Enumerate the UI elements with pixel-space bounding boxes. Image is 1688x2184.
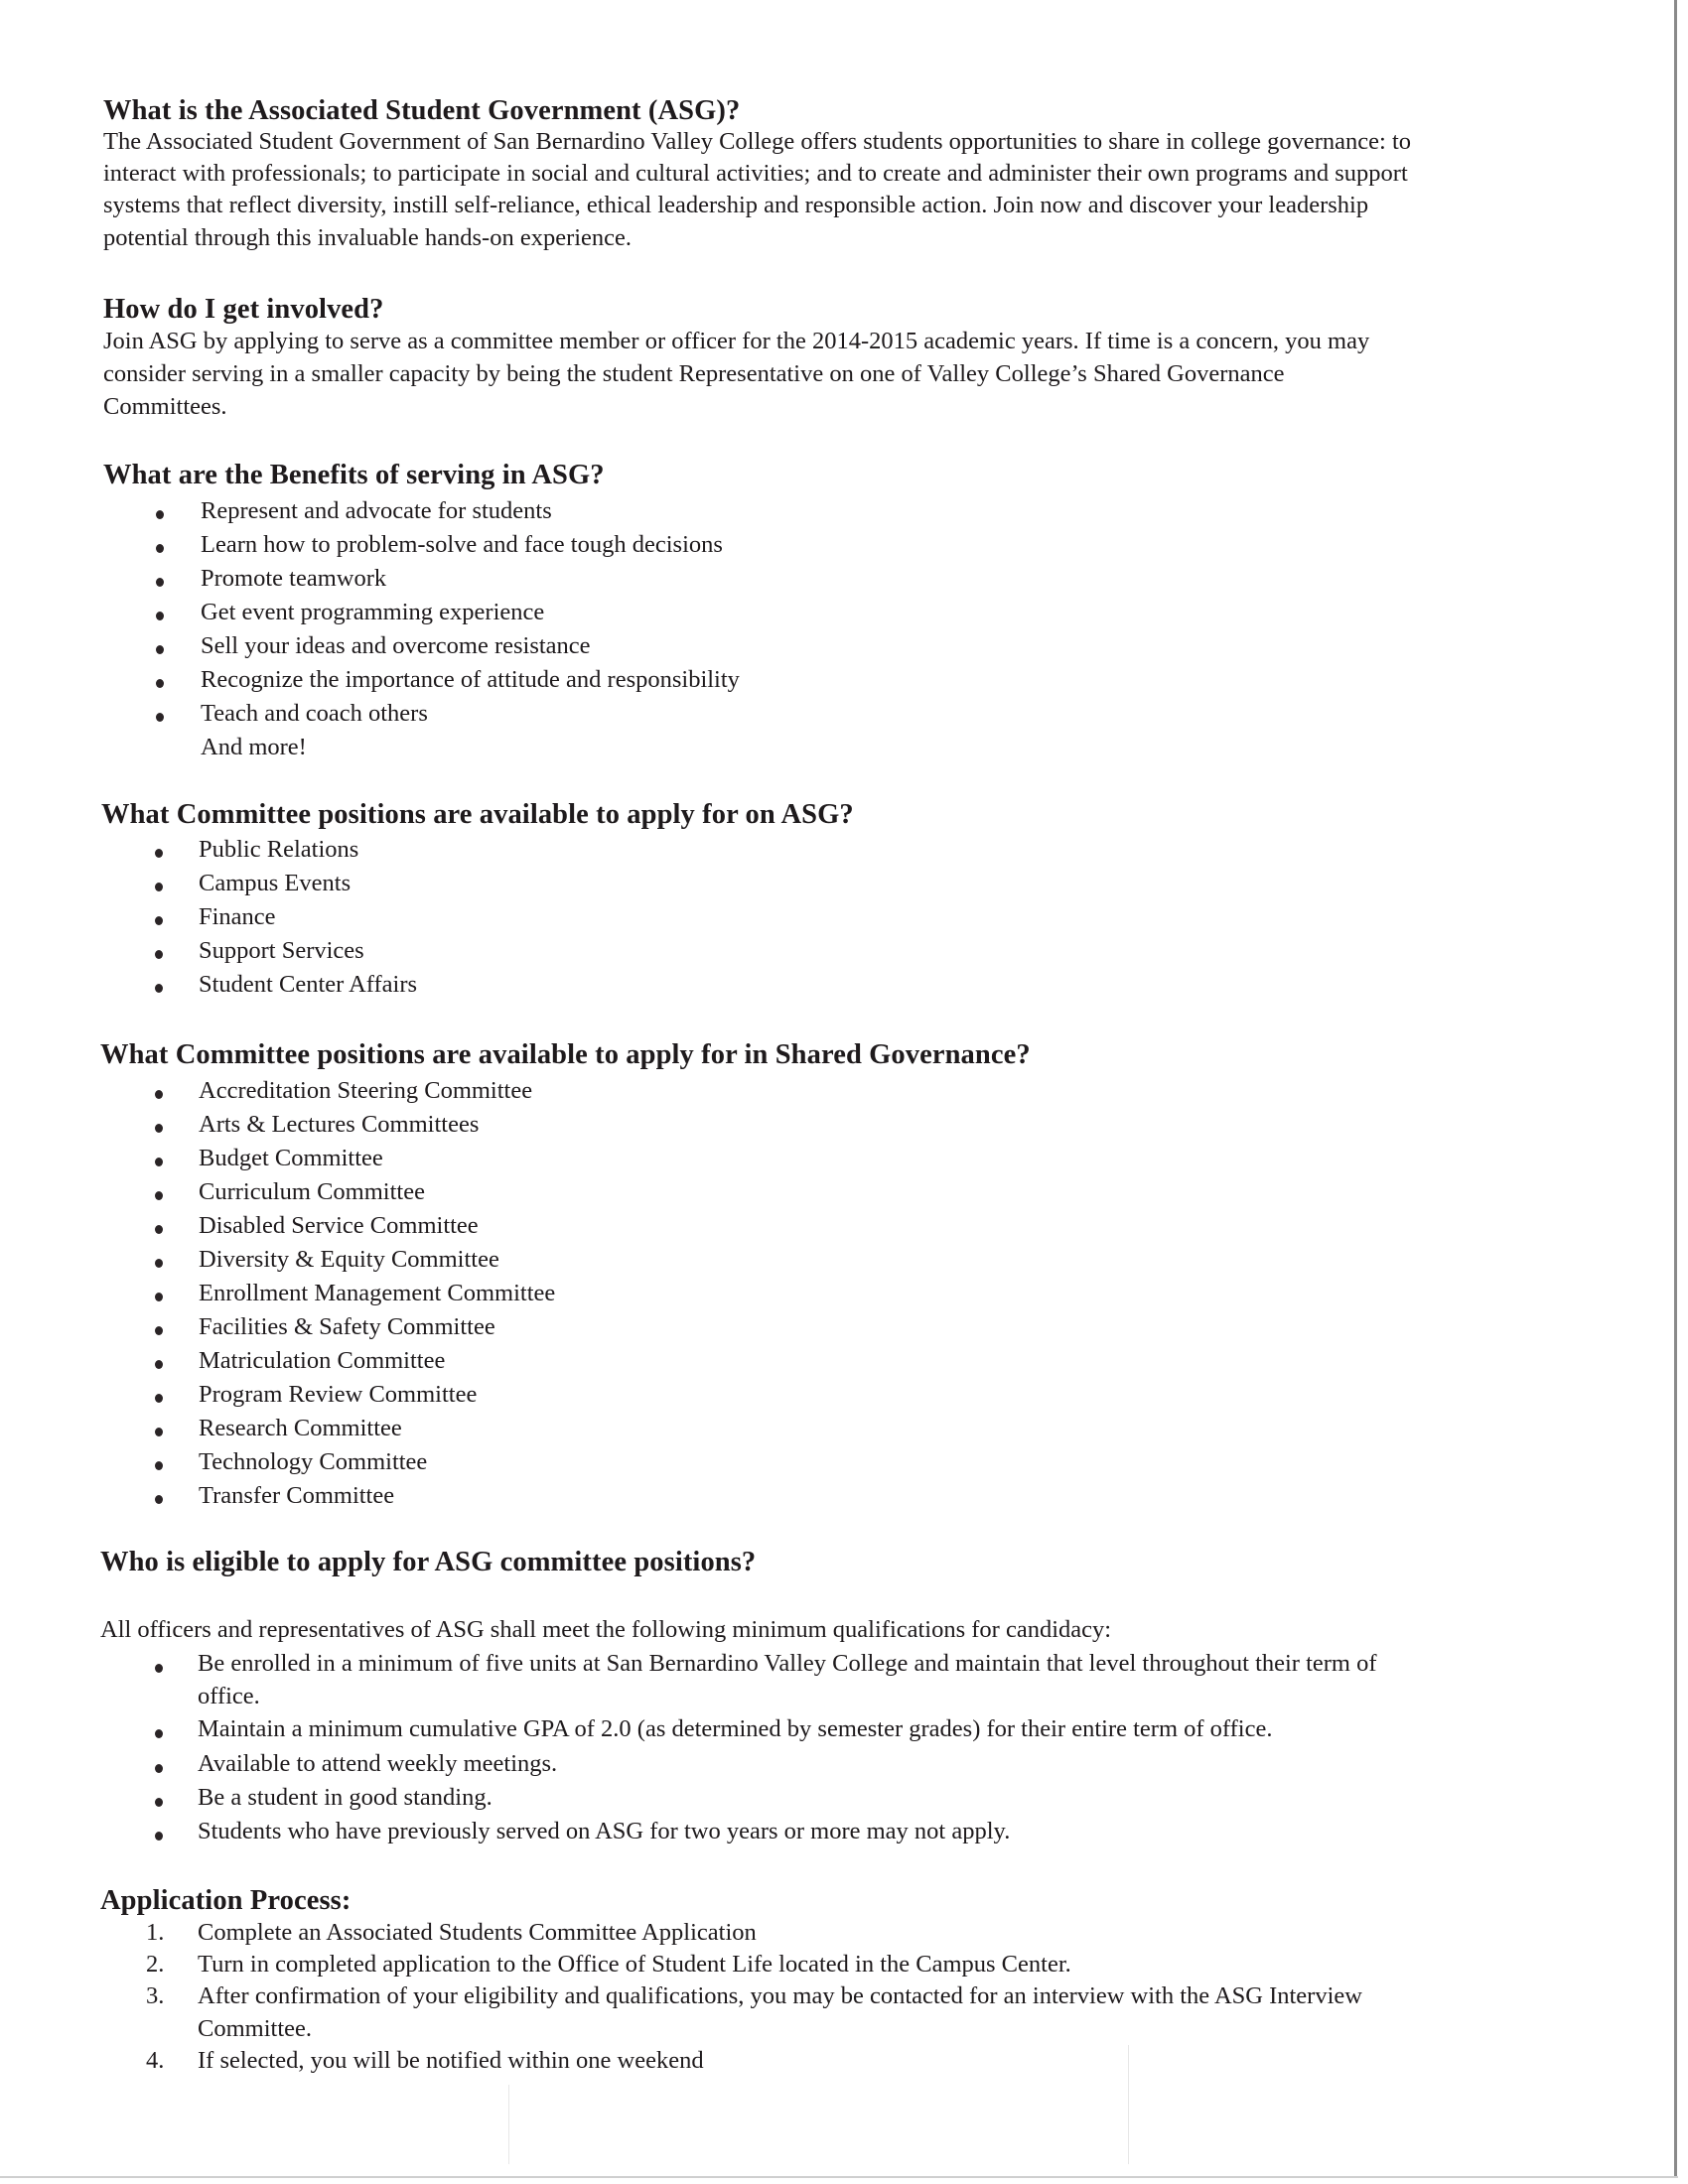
bullet-icon bbox=[155, 1729, 163, 1738]
step-number: 4. bbox=[146, 2047, 165, 2074]
step-text: Complete an Associated Students Committee Application bbox=[198, 1919, 757, 1946]
bullet-icon bbox=[155, 1090, 163, 1099]
list-item: Research Committee bbox=[199, 1415, 402, 1441]
list-item: Teach and coach others bbox=[201, 700, 428, 727]
list-item: Be enrolled in a minimum of five units at San Bernardino Valley College and maintain that level throughout their term of bbox=[198, 1650, 1377, 1677]
step-text: If selected, you will be notified within one weekend bbox=[198, 2047, 704, 2074]
eligibility-intro: All officers and representatives of ASG shall meet the following minimum qualifications for candidacy: bbox=[100, 1616, 1112, 1643]
list-item: Transfer Committee bbox=[199, 1482, 395, 1509]
step-text-continuation: Committee. bbox=[198, 2015, 312, 2042]
bullet-icon bbox=[155, 1832, 163, 1841]
involved-line: Join ASG by applying to serve as a committee member or officer for the 2014-2015 academic years. If time is a concern, you may bbox=[103, 328, 1370, 354]
list-item: Learn how to problem-solve and face tough decisions bbox=[201, 531, 723, 558]
heading-eligibility: Who is eligible to apply for ASG committee positions? bbox=[100, 1547, 757, 1577]
about-line: The Associated Student Government of San Bernardino Valley College offers students opportunities to share in college governance: to bbox=[103, 128, 1412, 155]
heading-shared-governance: What Committee positions are available to apply for in Shared Governance? bbox=[100, 1039, 1031, 1070]
list-item: Disabled Service Committee bbox=[199, 1212, 479, 1239]
scan-artifact bbox=[508, 2085, 509, 2164]
list-item-continuation: office. bbox=[198, 1683, 260, 1709]
list-item: Available to attend weekly meetings. bbox=[198, 1750, 558, 1777]
bullet-icon bbox=[155, 1158, 163, 1166]
bullet-icon bbox=[155, 1191, 163, 1200]
bullet-icon bbox=[155, 1360, 163, 1369]
list-item: Represent and advocate for students bbox=[201, 497, 552, 524]
list-item: Facilities & Safety Committee bbox=[199, 1313, 495, 1340]
heading-asg-committees: What Committee positions are available to apply for on ASG? bbox=[101, 799, 854, 830]
heading-application-process: Application Process: bbox=[100, 1885, 352, 1916]
list-item: Support Services bbox=[199, 937, 364, 964]
list-item: Students who have previously served on ASG for two years or more may not apply. bbox=[198, 1818, 1011, 1844]
list-trailer: And more! bbox=[201, 734, 307, 760]
involved-line: consider serving in a smaller capacity by being the student Representative on one of Valley College’s Shared Governance bbox=[103, 360, 1285, 387]
bullet-icon bbox=[155, 883, 163, 891]
list-item: Arts & Lectures Committees bbox=[199, 1111, 480, 1138]
bullet-icon bbox=[155, 984, 163, 993]
bullet-icon bbox=[155, 1225, 163, 1234]
heading-benefits: What are the Benefits of serving in ASG? bbox=[103, 460, 605, 490]
list-item: Enrollment Management Committee bbox=[199, 1280, 556, 1306]
step-text: After confirmation of your eligibility and qualifications, you may be contacted for an interview with the ASG Interview bbox=[198, 1982, 1362, 2009]
list-item: Curriculum Committee bbox=[199, 1178, 425, 1205]
step-number: 2. bbox=[146, 1951, 165, 1978]
list-item: Public Relations bbox=[199, 836, 359, 863]
bullet-icon bbox=[156, 544, 164, 553]
list-item: Maintain a minimum cumulative GPA of 2.0 (as determined by semester grades) for their entire term of office. bbox=[198, 1715, 1273, 1742]
list-item: Diversity & Equity Committee bbox=[199, 1246, 499, 1273]
list-item: Sell your ideas and overcome resistance bbox=[201, 632, 591, 659]
bullet-icon bbox=[155, 1293, 163, 1301]
scan-border-bottom bbox=[0, 2176, 1678, 2178]
bullet-icon bbox=[156, 510, 164, 519]
bullet-icon bbox=[155, 1124, 163, 1133]
list-item: Campus Events bbox=[199, 870, 352, 896]
list-item: Promote teamwork bbox=[201, 565, 387, 592]
about-line: interact with professionals; to participate in social and cultural activities; and to create and administer their own programs and support bbox=[103, 160, 1408, 187]
about-line: potential through this invaluable hands-on experience. bbox=[103, 224, 633, 251]
bullet-icon bbox=[156, 578, 164, 587]
list-item: Get event programming experience bbox=[201, 599, 545, 625]
bullet-icon bbox=[155, 950, 163, 959]
bullet-icon bbox=[155, 1394, 163, 1403]
bullet-icon bbox=[156, 679, 164, 688]
list-item: Accreditation Steering Committee bbox=[199, 1077, 533, 1104]
bullet-icon bbox=[155, 1764, 163, 1773]
involved-line: Committees. bbox=[103, 393, 227, 420]
list-item: Budget Committee bbox=[199, 1145, 383, 1171]
about-line: systems that reflect diversity, instill self-reliance, ethical leadership and responsible action. Join now and discover your leadership bbox=[103, 192, 1369, 218]
bullet-icon bbox=[155, 1326, 163, 1335]
list-item: Recognize the importance of attitude and responsibility bbox=[201, 666, 740, 693]
bullet-icon bbox=[155, 1428, 163, 1436]
bullet-icon bbox=[155, 1664, 163, 1673]
bullet-icon bbox=[155, 1259, 163, 1268]
step-number: 1. bbox=[146, 1919, 165, 1946]
bullet-icon bbox=[155, 1461, 163, 1470]
step-number: 3. bbox=[146, 1982, 165, 2009]
list-item: Program Review Committee bbox=[199, 1381, 478, 1408]
list-item: Technology Committee bbox=[199, 1448, 428, 1475]
heading-get-involved: How do I get involved? bbox=[103, 294, 384, 325]
list-item: Matriculation Committee bbox=[199, 1347, 446, 1374]
scan-border-right bbox=[1674, 0, 1677, 2178]
bullet-icon bbox=[156, 713, 164, 722]
bullet-icon bbox=[156, 645, 164, 654]
bullet-icon bbox=[156, 612, 164, 620]
bullet-icon bbox=[155, 1798, 163, 1807]
bullet-icon bbox=[155, 1495, 163, 1504]
bullet-icon bbox=[155, 849, 163, 858]
step-text: Turn in completed application to the Office of Student Life located in the Campus Center. bbox=[198, 1951, 1071, 1978]
scan-artifact bbox=[1128, 2045, 1129, 2164]
list-item: Finance bbox=[199, 903, 276, 930]
list-item: Be a student in good standing. bbox=[198, 1784, 492, 1811]
heading-about-asg: What is the Associated Student Government (ASG)? bbox=[103, 95, 741, 126]
bullet-icon bbox=[155, 916, 163, 925]
list-item: Student Center Affairs bbox=[199, 971, 418, 998]
